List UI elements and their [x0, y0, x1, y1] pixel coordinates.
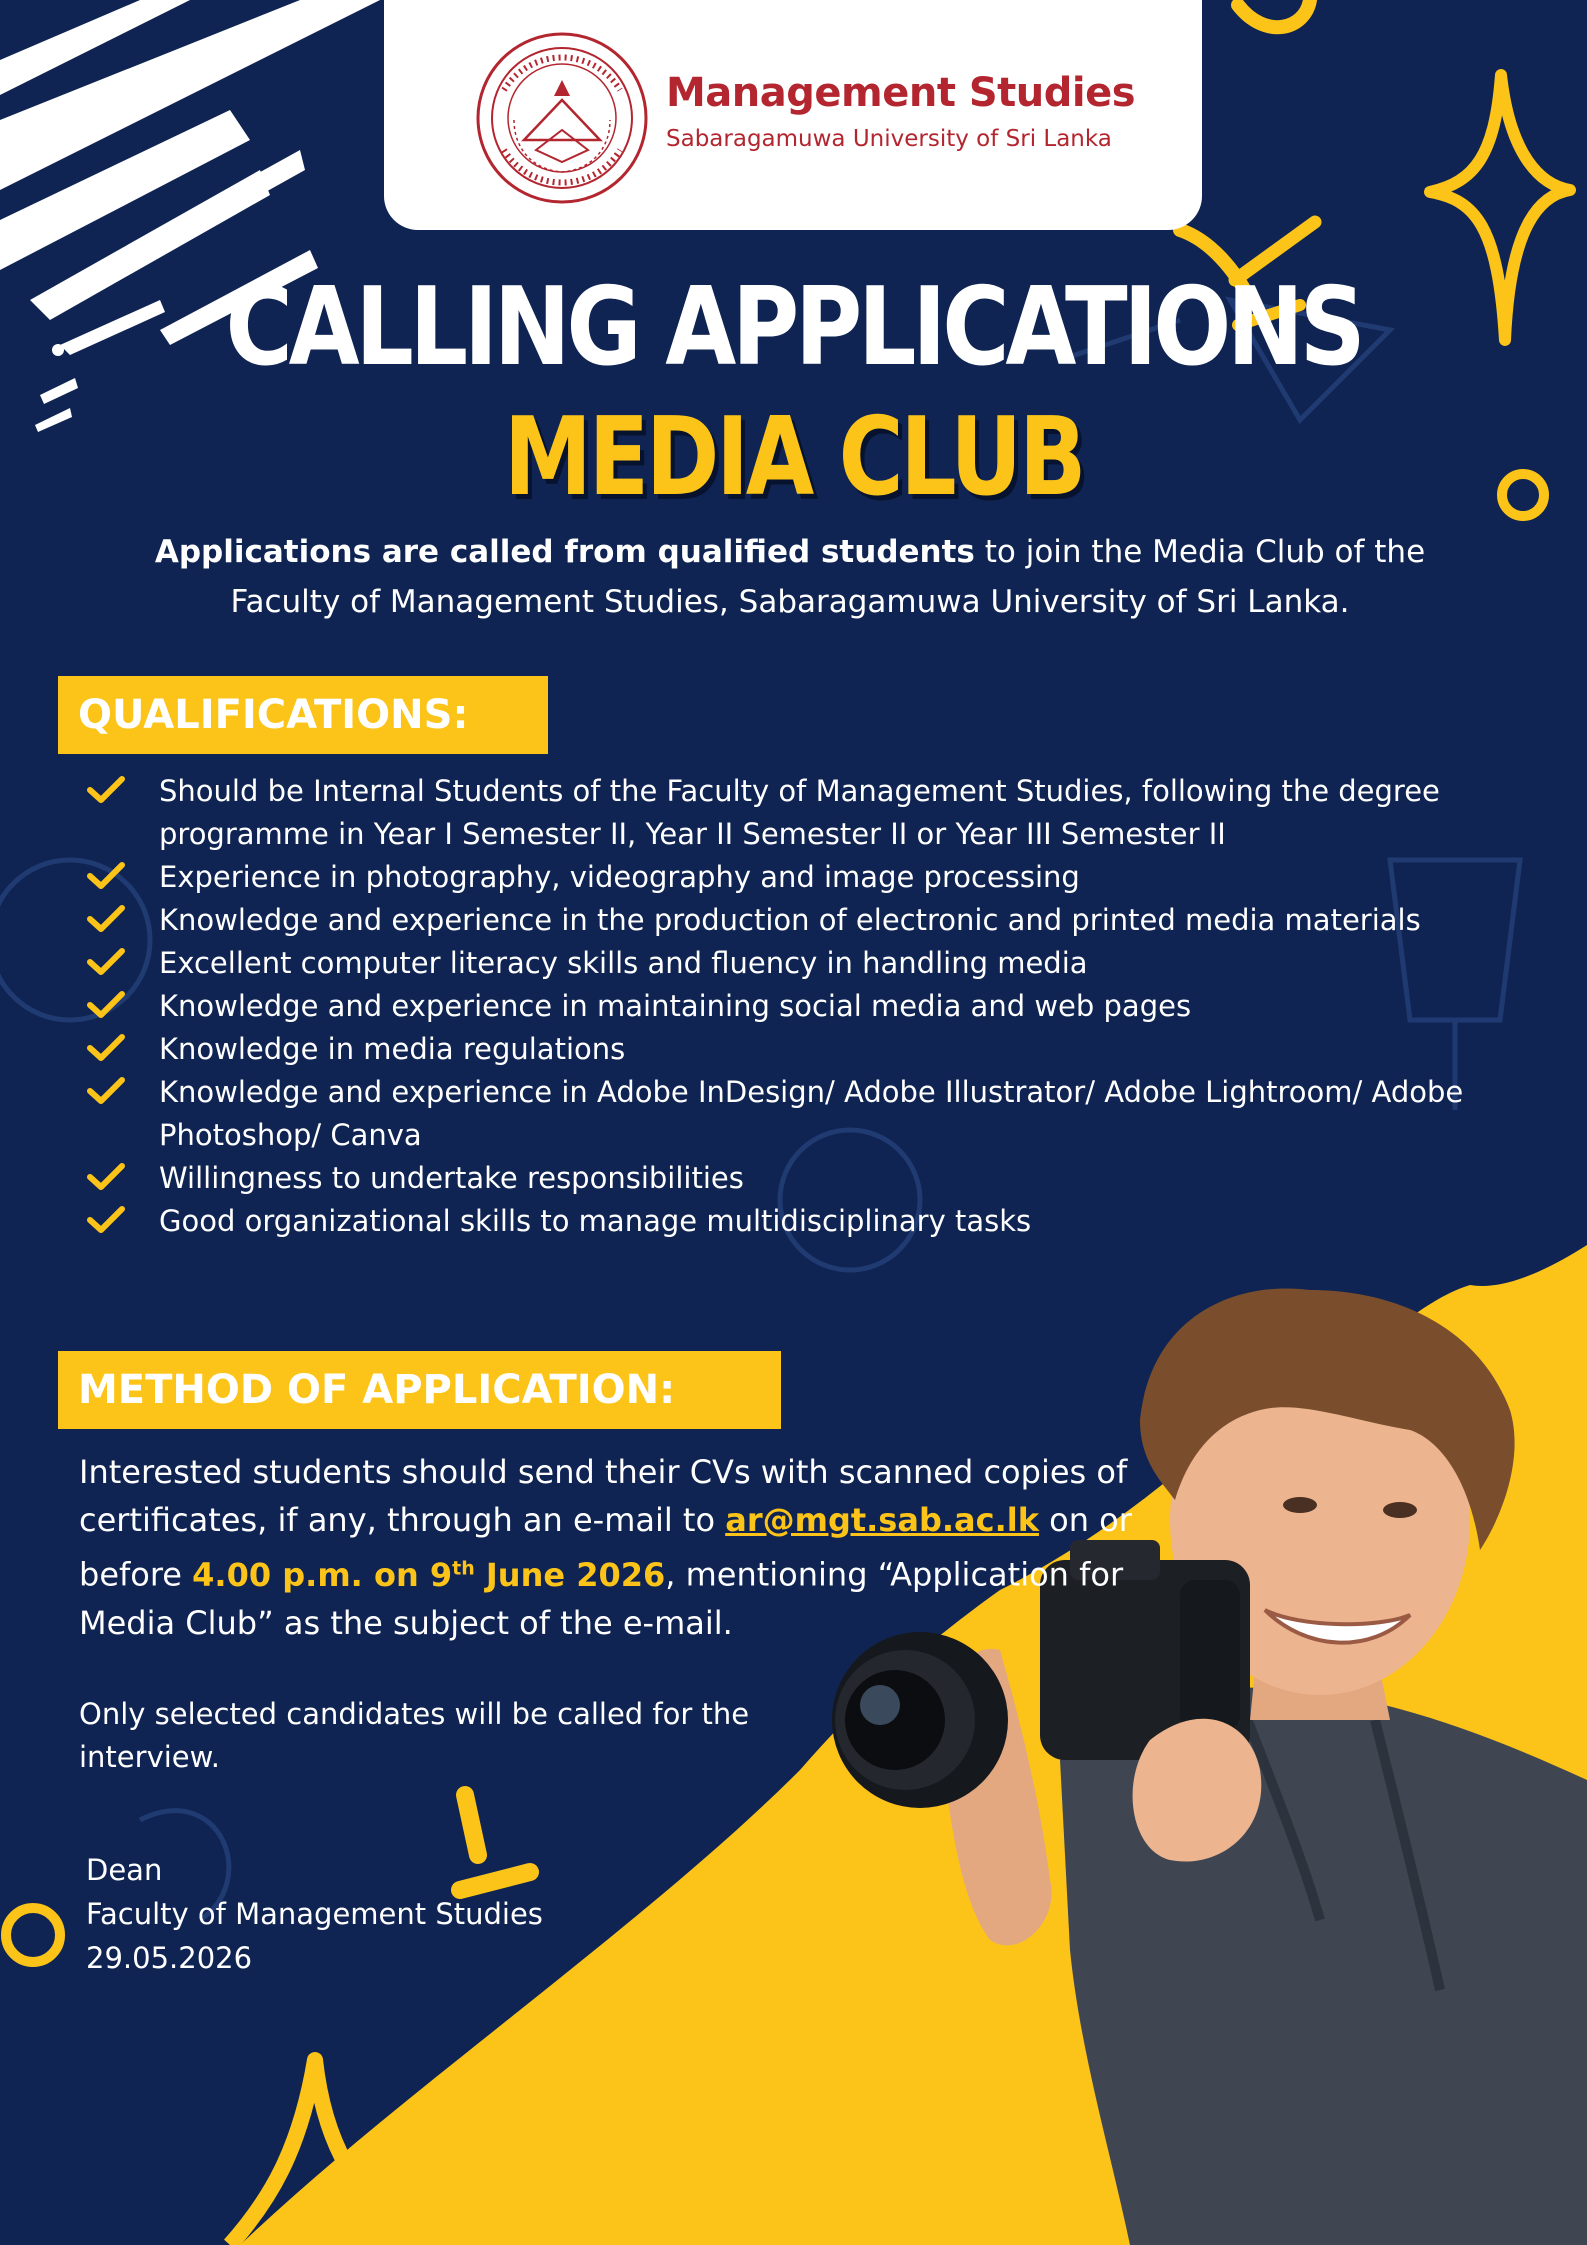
deadline-date: June 2026 [474, 1555, 666, 1594]
intro-text [90, 527, 1490, 627]
check-icon [87, 904, 125, 934]
method-text-1: Interested students should send their CVs with scanned copies of certificates, if any, through an e-mail to [79, 1453, 1128, 1539]
deadline-time: 4.00 p.m. on 9 [192, 1555, 453, 1594]
yellow-swoop [1238, 0, 1310, 27]
check-icon [87, 1076, 125, 1106]
intro-bold: Applications are called from qualified students [154, 534, 975, 570]
qualification-text: Knowledge and experience in the production of electronic and printed media materials [159, 903, 1421, 937]
selection-note: Only selected candidates will be called for the interview. [79, 1697, 750, 1774]
list-item [82, 942, 1482, 985]
list-item [82, 1157, 1482, 1200]
qualification-text: Knowledge in media regulations [159, 1032, 626, 1066]
signature-faculty: Faculty of Management Studies [86, 1897, 543, 1931]
check-icon [87, 1205, 125, 1235]
qualification-text: Willingness to undertake responsibilities [159, 1161, 744, 1195]
check-icon [87, 1162, 125, 1192]
list-item [82, 985, 1482, 1028]
logo-card [384, 0, 1202, 230]
email-link[interactable]: ar@mgt.sab.ac.lk [725, 1501, 1039, 1539]
signature-title: Dean [86, 1853, 163, 1887]
check-icon [87, 990, 125, 1020]
list-item [82, 856, 1482, 899]
deadline-sup: th [452, 1557, 475, 1579]
org-name: Management Studies [666, 70, 1136, 116]
eye [1383, 1502, 1417, 1518]
title-media-club: MEDIA CLUB [503, 395, 1084, 520]
university-name: Sabaragamuwa University of Sri Lanka [666, 126, 1112, 152]
signature-block [86, 1848, 543, 1980]
qualifications-list [82, 770, 1482, 1243]
university-seal-icon [474, 30, 650, 206]
method-heading: METHOD OF APPLICATION: [58, 1351, 781, 1429]
deadline [192, 1556, 665, 1594]
list-item [82, 770, 1482, 856]
yellow-dash [465, 1795, 478, 1855]
check-icon [87, 861, 125, 891]
list-item [82, 1200, 1482, 1243]
method-text-3: , mentioning “Application for Media Club” as the subject of the e-mail. [79, 1555, 1124, 1642]
list-item [82, 899, 1482, 942]
qualification-text: Knowledge and experience in Adobe InDesign/ Adobe Illustrator/ Adobe Lightroom/ Adobe Photoshop/ Canva [159, 1075, 1464, 1152]
qualification-text: Should be Internal Students of the Faculty of Management Studies, following the degree programme in Year I Semester II, Year II Semester II or Year III Semester II [159, 774, 1440, 851]
qualification-text: Good organizational skills to manage multidisciplinary tasks [159, 1204, 1032, 1238]
intro-rest-1: to join the Media Club of the [974, 534, 1426, 570]
title-calling-applications: CALLING APPLICATIONS [225, 265, 1362, 390]
ring-icon [6, 1908, 60, 1962]
check-icon [87, 947, 125, 977]
check-icon [87, 1033, 125, 1063]
check-icon [87, 775, 125, 805]
list-item [82, 1028, 1482, 1071]
qualification-text: Experience in photography, videography and image processing [159, 860, 1080, 894]
list-item [82, 1071, 1482, 1157]
ring-icon [1502, 474, 1544, 516]
eye [1283, 1497, 1317, 1513]
qualifications-heading: QUALIFICATIONS: [58, 676, 548, 754]
method-text-2: on or before [79, 1501, 1132, 1594]
signature-date: 29.05.2026 [86, 1941, 253, 1975]
method-text [79, 1448, 1139, 1647]
qualification-text: Knowledge and experience in maintaining social media and web pages [159, 989, 1192, 1023]
qualification-text: Excellent computer literacy skills and fluency in handling media [159, 946, 1088, 980]
intro-rest-2: Faculty of Management Studies, Sabaragamuwa University of Sri Lanka. [230, 584, 1350, 620]
